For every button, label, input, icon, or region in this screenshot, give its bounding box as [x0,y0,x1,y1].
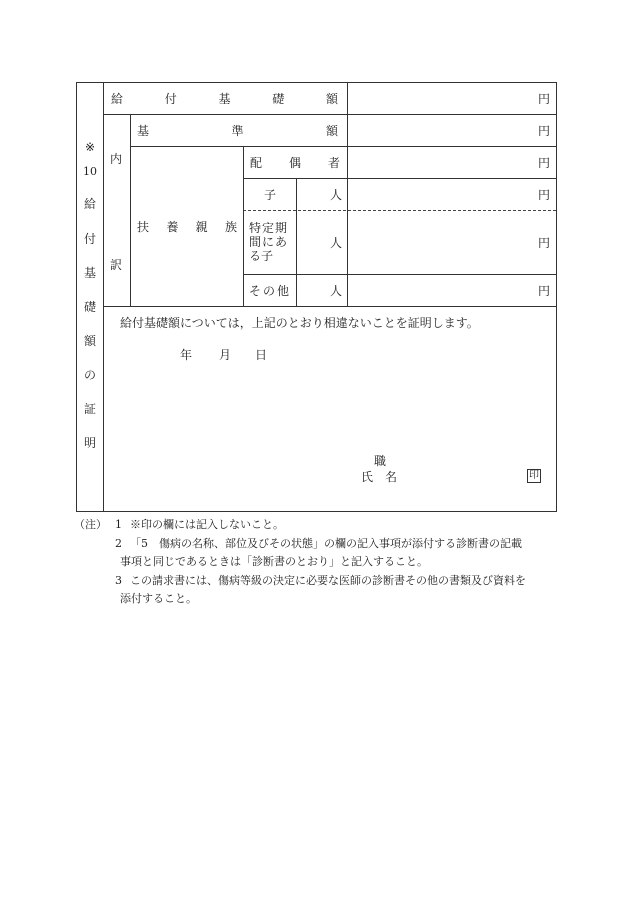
name-label: 氏 名 [361,470,398,484]
title-char: 10 [83,165,97,178]
dependents-label: 扶 養 親 族 [137,220,237,234]
base-amount-value[interactable]: 円 [537,92,550,106]
child-amount-value[interactable]: 円 [537,188,550,202]
uchiwake-divider [130,114,131,306]
section-title-vertical [76,136,104,460]
title-char: 証 [83,402,96,416]
row-line-1 [103,114,556,115]
uchiwake-bottom: 訳 [110,258,123,272]
position-label: 職 [374,454,387,468]
row-line-3 [243,178,556,179]
table-border-top [76,82,556,83]
date-month[interactable]: 月 [219,348,232,362]
other-label: その他 [249,284,292,298]
date-day[interactable]: 日 [255,348,268,362]
note-2-num: 2 [115,537,122,550]
row-line-6 [103,306,556,307]
title-char: ※ [84,140,96,154]
row-line-5 [243,274,556,275]
dependents-divider [243,146,244,306]
note-2-line: 事項と同じであるときは「診断書のとおり」と記入すること。 [120,555,428,568]
certification-statement: 給付基礎額については，上記のとおり相違ないことを証明します。 [120,316,479,330]
base-amount-label: 給 付 基 礎 額 [111,92,338,106]
specific-period-label: 特定期 間にあ る子 [249,221,289,263]
notes-prefix: （注） [74,518,107,531]
title-char: 額 [83,334,96,348]
other-amount-value[interactable]: 円 [537,284,550,298]
specific-period-count-unit[interactable]: 人 [330,236,343,250]
note-1-num: 1 [115,518,122,531]
title-char: 付 [83,232,96,246]
count-divider [296,178,297,306]
title-char: 礎 [83,300,96,314]
title-char: 給 [83,197,96,211]
standard-amount-label: 基 準 額 [137,124,338,138]
row-line-2 [130,146,556,147]
note-3-num: 3 [115,574,122,587]
other-count-unit[interactable]: 人 [330,284,343,298]
date-year[interactable]: 年 [180,348,193,362]
seal-mark: 印 [529,470,539,481]
title-char: 明 [83,436,96,450]
table-border-right [556,82,557,512]
spouse-label: 配 偶 者 [250,156,340,170]
note-1-line: ※印の欄には記入しないこと。 [130,518,284,531]
title-char: 基 [83,266,96,280]
standard-amount-value[interactable]: 円 [537,124,550,138]
child-count-unit[interactable]: 人 [330,188,343,202]
note-2-line: 「5 傷病の名称、部位及びその状態」の欄の記入事項が添付する診断書の記載 [130,537,522,550]
note-3-line: この請求書には、傷病等級の決定に必要な医師の診断書その他の書類及び資料を [130,574,526,587]
uchiwake-top: 内 [110,152,123,166]
specific-period-amount-value[interactable]: 円 [537,236,550,250]
title-char: の [83,368,96,382]
note-3-line: 添付すること。 [120,592,197,605]
table-border-bottom [76,511,556,512]
spouse-amount-value[interactable]: 円 [537,156,550,170]
amount-divider [347,82,348,306]
row-line-4-dashed [243,210,556,211]
child-label: 子 [264,188,277,202]
